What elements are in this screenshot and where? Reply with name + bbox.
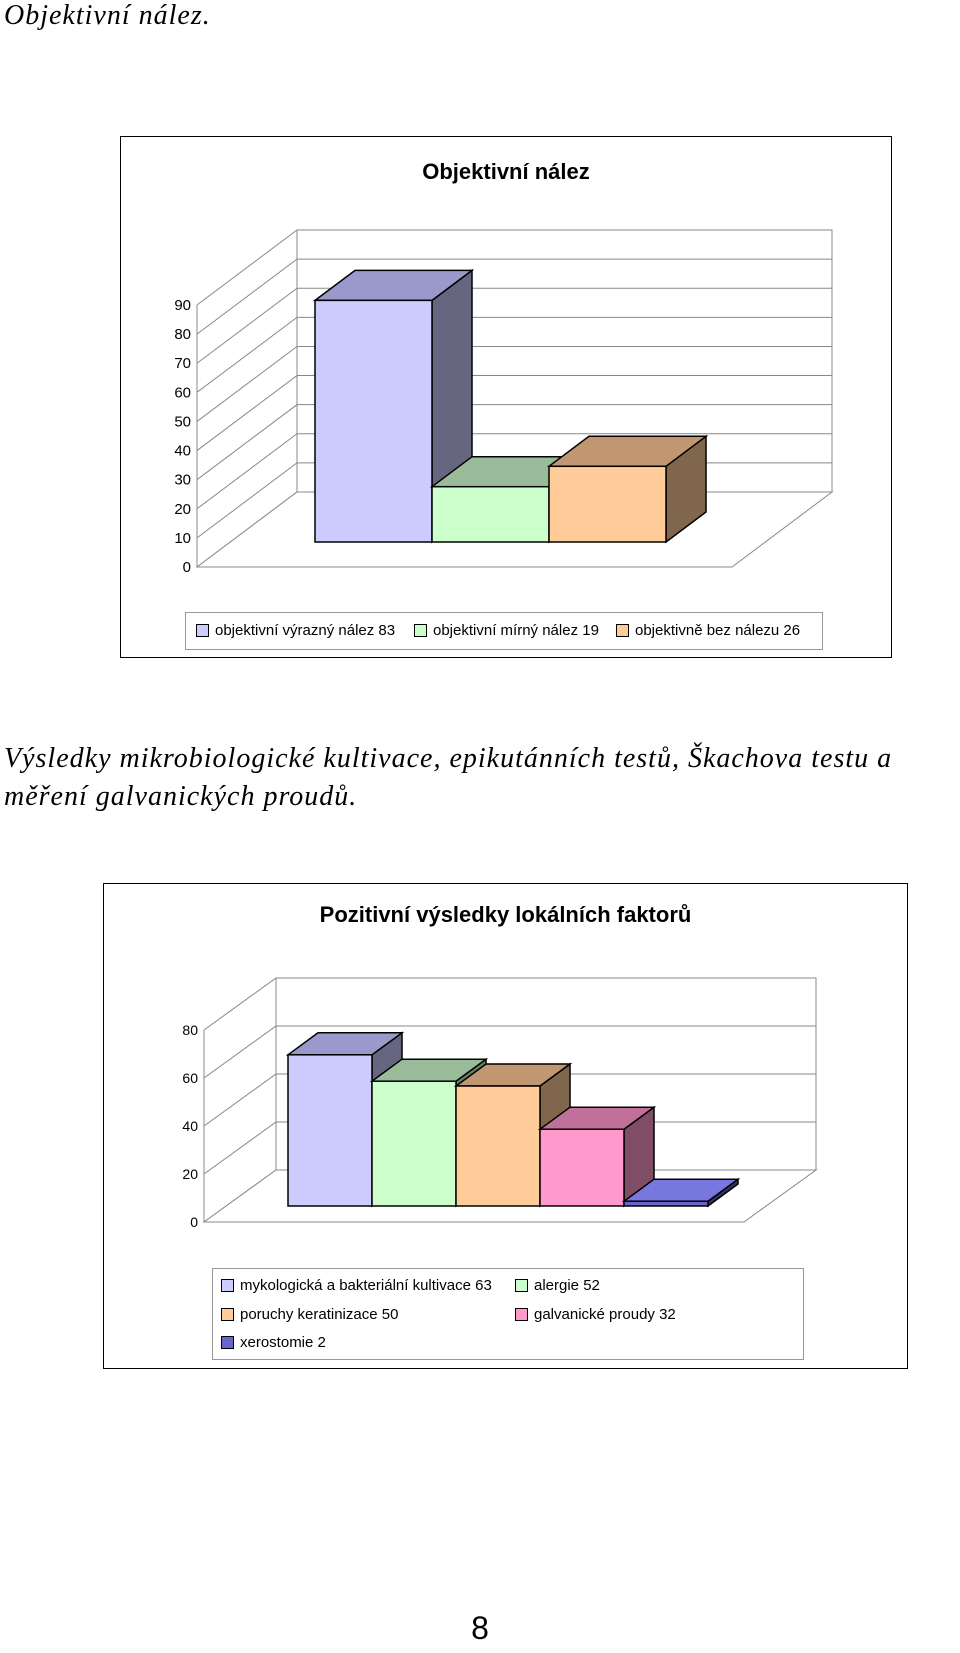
legend-item: [616, 622, 800, 639]
legend-swatch: [616, 624, 629, 637]
y-tick-label: 40: [182, 1118, 198, 1134]
legend-label: objektivně bez nálezu 26: [635, 622, 801, 639]
legend-item: [221, 1334, 326, 1351]
bar: [549, 466, 666, 542]
bar: [456, 1086, 540, 1206]
y-tick-label: 0: [190, 1214, 198, 1230]
bar: [372, 1081, 456, 1206]
y-tick-label: 20: [174, 500, 191, 518]
y-tick-label: 60: [182, 1070, 198, 1086]
legend-label: xerostomie 2: [240, 1334, 326, 1351]
y-tick-label: 80: [174, 326, 191, 344]
y-tick-label: 10: [174, 529, 191, 547]
y-tick-label: 20: [182, 1166, 198, 1182]
chart-title: Pozitivní výsledky lokálních faktorů: [319, 902, 692, 927]
bar: [288, 1055, 372, 1206]
legend-swatch: [221, 1308, 234, 1321]
legend-label: alergie 52: [534, 1277, 600, 1294]
chart-title: Objektivní nález: [422, 159, 590, 184]
chart-pozitivni-vysledky: [103, 883, 908, 1369]
y-tick-label: 0: [182, 559, 191, 576]
legend-swatch: [221, 1336, 234, 1349]
legend-label: objektivní výrazný nález 83: [215, 622, 396, 639]
chart-legend: [185, 612, 823, 650]
bar: [540, 1129, 624, 1206]
legend-label: objektivní mírný nález 19: [433, 622, 599, 639]
legend-label: galvanické proudy 32: [534, 1306, 676, 1323]
bar: [432, 487, 549, 542]
legend-swatch: [414, 624, 427, 637]
legend-item: [414, 622, 599, 639]
y-tick-label: 50: [174, 413, 191, 431]
page-heading: Objektivní nález.: [4, 0, 211, 31]
chart-objektivni-nalez: [120, 136, 892, 658]
y-tick-label: 70: [174, 355, 191, 373]
legend-swatch: [221, 1279, 234, 1292]
legend-swatch: [515, 1279, 528, 1292]
y-tick-label: 90: [174, 297, 191, 314]
y-tick-label: 80: [182, 1022, 198, 1038]
section-paragraph: Výsledky mikrobiologické kultivace, epikutánních testů, Škachova testu a měření galvanických proudů.: [4, 743, 893, 812]
legend-item: [515, 1306, 676, 1323]
bar: [315, 300, 432, 542]
legend-item: [221, 1306, 398, 1323]
legend-item: [221, 1277, 492, 1294]
legend-swatch: [196, 624, 209, 637]
y-tick-label: 60: [174, 384, 191, 402]
chart-plot-area: [121, 137, 891, 657]
chart-legend: [212, 1268, 804, 1360]
page-number: 8: [471, 1610, 489, 1646]
legend-label: mykologická a bakteriální kultivace 63: [240, 1277, 492, 1294]
legend-item: [196, 622, 395, 639]
bar: [624, 1201, 708, 1206]
legend-label: poruchy keratinizace 50: [240, 1306, 399, 1323]
legend-swatch: [515, 1308, 528, 1321]
legend-item: [515, 1277, 600, 1294]
y-tick-label: 30: [174, 471, 191, 489]
y-tick-label: 40: [174, 442, 191, 460]
